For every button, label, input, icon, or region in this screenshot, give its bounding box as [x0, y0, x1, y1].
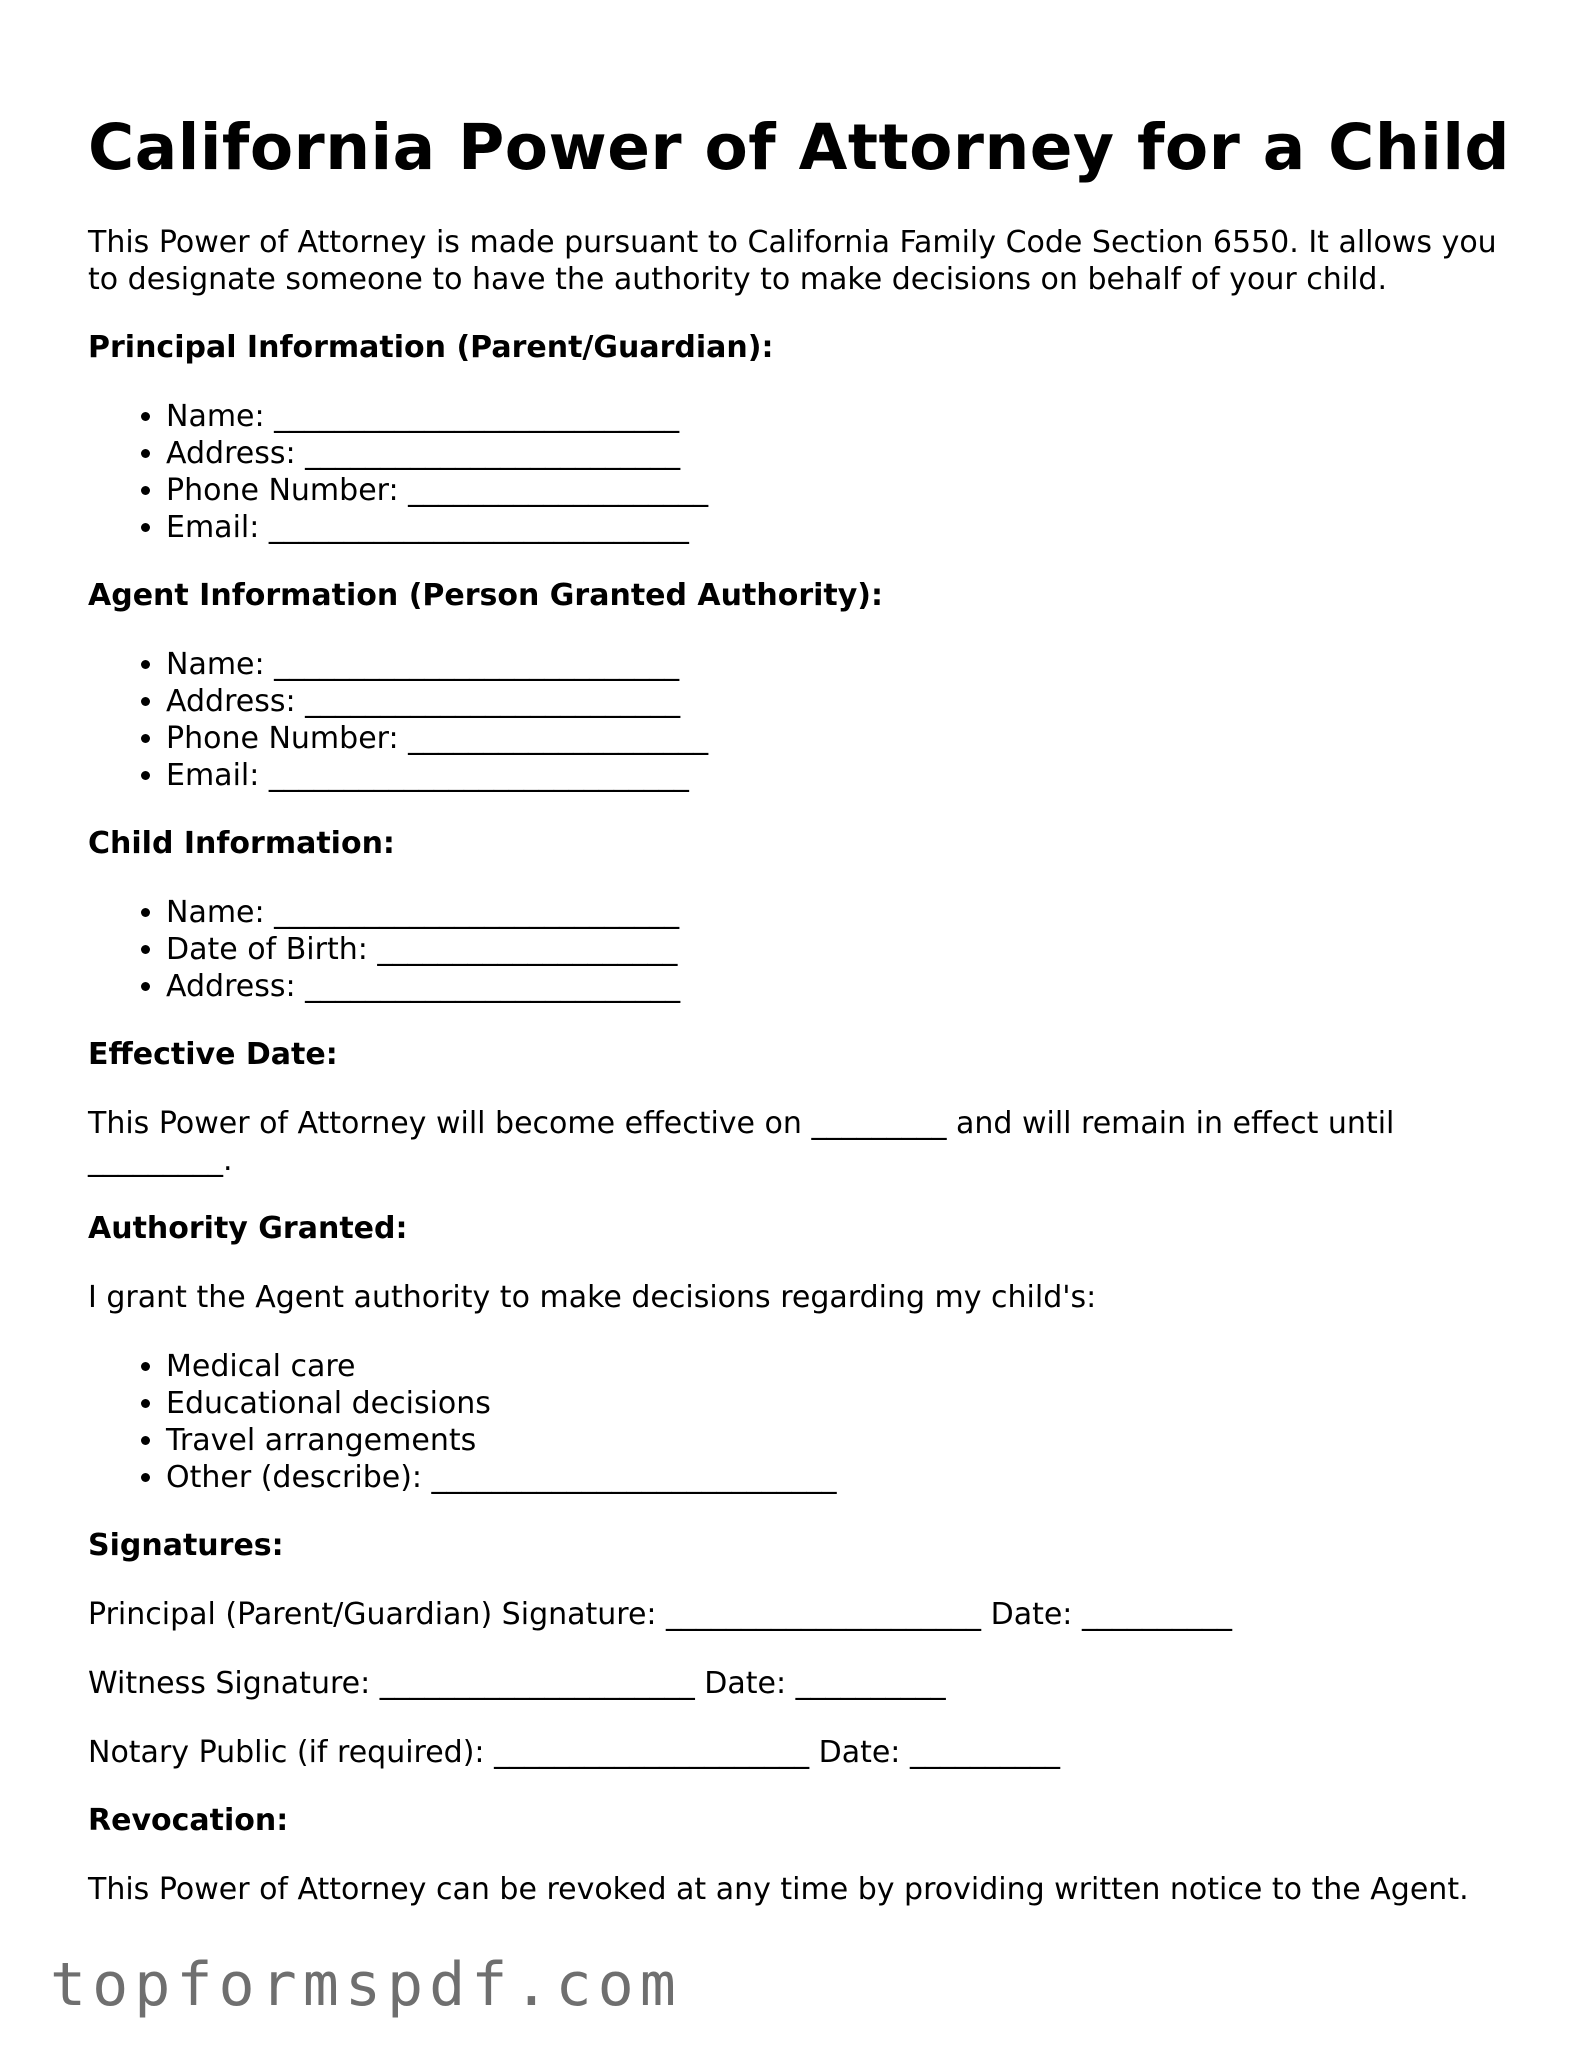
principal-email-field: • Email: ____________________________ — [166, 509, 1518, 546]
intro-paragraph: This Power of Attorney is made pursuant to California Family Code Section 6550. It allows you to designate someone to have the authority to make decisions on behalf of your child. — [88, 225, 1497, 297]
authority-item-travel: • Travel arrangements — [166, 1422, 1518, 1459]
authority-heading: Authority Granted: — [88, 1211, 408, 1246]
child-address-field: • Address: _________________________ — [166, 968, 1518, 1005]
principal-address-field: • Address: _________________________ — [166, 435, 1518, 472]
principal-phone-field: • Phone Number: ____________________ — [166, 472, 1518, 509]
effective-date-text: This Power of Attorney will become effective on _________ and will remain in effect until _________. — [88, 1106, 1395, 1178]
agent-name-field: • Name: ___________________________ — [166, 646, 1518, 683]
principal-signature-line: Principal (Parent/Guardian) Signature: _____________________ Date: __________ — [88, 1597, 1232, 1632]
effective-date-heading: Effective Date: — [88, 1037, 338, 1072]
authority-item-medical: • Medical care — [166, 1348, 1518, 1385]
authority-item-other: • Other (describe): ___________________________ — [166, 1459, 1518, 1496]
authority-list — [88, 1348, 1518, 1496]
agent-list — [88, 646, 1518, 794]
notary-signature-line: Notary Public (if required): _____________________ Date: __________ — [88, 1735, 1060, 1770]
revocation-heading: Revocation: — [88, 1803, 289, 1838]
principal-name-field: • Name: ___________________________ — [166, 398, 1518, 435]
revocation-text: This Power of Attorney can be revoked at any time by providing written notice to the Agent. — [88, 1872, 1469, 1907]
witness-signature-line: Witness Signature: _____________________ Date: __________ — [88, 1666, 946, 1701]
principal-heading: Principal Information (Parent/Guardian): — [88, 330, 774, 365]
child-dob-field: • Date of Birth: ____________________ — [166, 931, 1518, 968]
child-heading: Child Information: — [88, 826, 395, 861]
authority-item-educational: • Educational decisions — [166, 1385, 1518, 1422]
watermark: topformspdf.com — [50, 1950, 682, 2020]
document-title: California Power of Attorney for a Child — [88, 111, 1511, 184]
principal-list — [88, 398, 1518, 546]
document-page — [88, 108, 1518, 1908]
agent-email-field: • Email: ____________________________ — [166, 757, 1518, 794]
agent-address-field: • Address: _________________________ — [166, 683, 1518, 720]
authority-text: I grant the Agent authority to make decisions regarding my child's: — [88, 1280, 1097, 1315]
agent-heading: Agent Information (Person Granted Authority): — [88, 578, 883, 613]
agent-phone-field: • Phone Number: ____________________ — [166, 720, 1518, 757]
signatures-heading: Signatures: — [88, 1528, 284, 1563]
child-name-field: • Name: ___________________________ — [166, 894, 1518, 931]
child-list — [88, 894, 1518, 1005]
